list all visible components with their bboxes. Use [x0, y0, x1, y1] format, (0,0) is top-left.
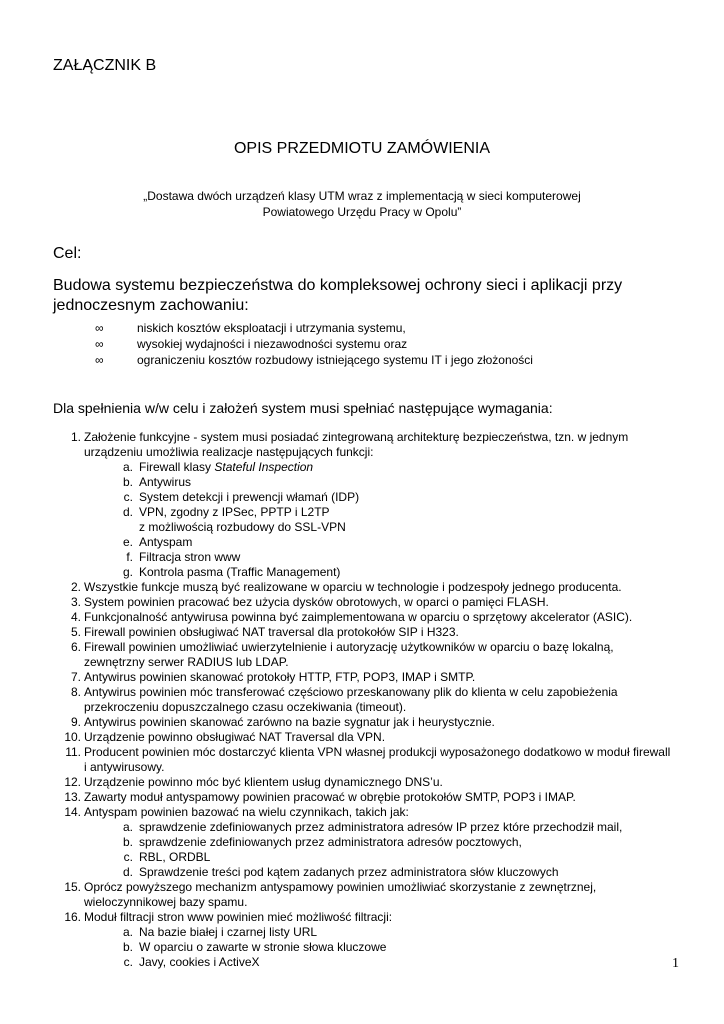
item-number: 7.: [70, 670, 81, 684]
requirement-item: [53, 910, 673, 925]
infinity-bullet-icon: ∞: [95, 353, 104, 367]
sub-text: Sprawdzenie treści pod kątem zadanych przez administratora słów kluczowych: [139, 865, 559, 879]
sub-text: Antywirus: [139, 475, 192, 489]
sub-text: Javy, cookies i ActiveX: [139, 955, 260, 969]
item-number: 5.: [70, 625, 81, 639]
sub-text: Firewall klasy: [139, 460, 215, 474]
item-number: 14.: [64, 805, 81, 819]
requirement-item: [53, 730, 673, 745]
sub-text: sprawdzenie zdefiniowanych przez administratora adresów pocztowych,: [139, 835, 522, 849]
requirements-list: [53, 430, 673, 970]
sub-text: Kontrola pasma (Traffic Management): [139, 565, 341, 579]
sub-item: [53, 490, 673, 505]
subtitle-line-1: „Dostawa dwóch urządzeń klasy UTM wraz z implementacją w sieci komputerowej: [143, 189, 581, 203]
item-text: Urządzenie powinno obsługiwać NAT Traversal dla VPN.: [84, 730, 386, 744]
sub-item: [53, 925, 673, 940]
item-number: 9.: [70, 715, 81, 729]
requirement-item: [53, 670, 673, 685]
item-number: 1.: [70, 430, 81, 444]
item-number: 8.: [70, 685, 81, 699]
sub-item: [53, 535, 673, 550]
sub-text: VPN, zgodny z IPSec, PPTP i L2TP: [139, 505, 330, 519]
sub-item: [53, 865, 673, 880]
item-text: Antywirus powinien móc transferować częściowo przeskanowany plik do klienta w celu zapobieżenia przekroczeniu dopuszczalnego czasu oczekiwania (timeout).: [84, 685, 618, 714]
infinity-bullet-icon: ∞: [95, 337, 104, 351]
sub-text: System detekcji i prewencji włamań (IDP): [139, 490, 360, 504]
item-number: 11.: [65, 745, 81, 759]
item-text: Firewall powinien obsługiwać NAT traversal dla protokołów SIP i H323.: [84, 625, 459, 639]
requirement-item: [53, 640, 673, 670]
requirement-item: [53, 880, 673, 910]
item-number: 12.: [64, 775, 81, 789]
requirement-item: [53, 805, 673, 820]
sub-item: [53, 475, 673, 490]
requirement-item: [53, 790, 673, 805]
item-text: Założenie funkcyjne - system musi posiadać zintegrowaną architekturę bezpieczeństwa, tzn. w jednym urządzeniu umożliwia realizacje następujących funkcji:: [84, 430, 629, 459]
item-number: 13.: [64, 790, 81, 804]
sub-letter: c.: [123, 490, 133, 504]
item-number: 16.: [64, 910, 81, 924]
sub-letter: b.: [122, 475, 133, 489]
sub-text: sprawdzenie zdefiniowanych przez administratora adresów IP przez które przechodził mail,: [139, 820, 623, 834]
requirement-item: [53, 610, 673, 625]
item-text: Firewall powinien umożliwiać uwierzytelnienie i autoryzację użytkowników w oparciu o bazę lokalną, zewnętrzny serwer RADIUS lub LDAP.: [84, 640, 614, 669]
item-text: System powinien pracować bez użycia dysków obrotowych, w oparci o pamięci FLASH.: [84, 595, 549, 609]
sub-text-emphasis: Stateful Inspection: [214, 460, 314, 474]
sub-text: Filtracja stron www: [139, 550, 241, 564]
bullet-text: wysokiej wydajności i niezawodności systemu oraz: [137, 337, 408, 351]
annex-heading: ZAŁĄCZNIK B: [53, 57, 157, 74]
sub-item: [53, 505, 673, 520]
item-number: 6.: [70, 640, 81, 654]
sub-item-continuation: z możliwością rozbudowy do SSL-VPN: [139, 520, 346, 534]
item-number: 10.: [64, 730, 81, 744]
requirement-item: [53, 715, 673, 730]
sub-letter: a.: [122, 820, 133, 834]
sub-letter: e.: [122, 535, 133, 549]
infinity-bullet-icon: ∞: [95, 321, 104, 335]
requirement-item: [53, 775, 673, 790]
sub-item: [53, 820, 673, 835]
item-text: Antywirus powinien skanować zarówno na bazie sygnatur jak i heurystycznie.: [84, 715, 495, 729]
sub-letter: d.: [122, 865, 133, 879]
sub-letter: b.: [122, 835, 133, 849]
subtitle-line-2: Powiatowego Urzędu Pracy w Opolu”: [262, 205, 462, 219]
sub-item: [53, 460, 673, 475]
item-text: Moduł filtracji stron www powinien mieć możliwość filtracji:: [84, 910, 393, 924]
sub-text: RBL, ORDBL: [139, 850, 211, 864]
requirement-item: [53, 625, 673, 640]
item-text: Funkcjonalność antywirusa powinna być zaimplementowana w oparciu o sprzętowy akcelerator (ASIC).: [84, 610, 633, 624]
item-number: 15.: [64, 880, 81, 894]
item-text: Wszystkie funkcje muszą być realizowane w oparciu w technologie i podzespoły jednego producenta.: [84, 580, 622, 594]
document-subtitle: [0, 188, 724, 220]
item-number: 4.: [70, 610, 81, 624]
sub-item: [53, 550, 673, 565]
requirement-item: [53, 745, 673, 775]
sub-item: [53, 835, 673, 850]
sub-text: Na bazie białej i czarnej listy URL: [139, 925, 318, 939]
requirement-item: [53, 685, 673, 715]
item-text: Antyspam powinien bazować na wielu czynnikach, takich jak:: [84, 805, 409, 819]
item-text: Producent powinien móc dostarczyć klienta VPN własnej produkcji wyposażonego dodatkowo w moduł firewall i antywirusowy.: [84, 745, 671, 774]
sub-item: [53, 955, 673, 970]
goal-intro: Budowa systemu bezpieczeństwa do kompleksowej ochrony sieci i aplikacji przy jednoczesnym zachowaniu:: [53, 277, 623, 314]
sub-letter: d.: [122, 505, 133, 519]
sub-letter: c.: [123, 955, 133, 969]
item-text: Antywirus powinien skanować protokoły HTTP, FTP, POP3, IMAP i SMTP.: [84, 670, 476, 684]
sub-letter: g.: [122, 565, 133, 579]
item-text: Urządzenie powinno móc być klientem usług dynamicznego DNS’u.: [84, 775, 443, 789]
page-number: 1: [672, 956, 679, 971]
bullet-text: ograniczeniu kosztów rozbudowy istniejącego systemu IT i jego złożoności: [137, 353, 533, 367]
goal-heading: Cel:: [53, 245, 82, 262]
sub-item: [53, 940, 673, 955]
requirement-item: [53, 580, 673, 595]
bullet-text: niskich kosztów eksploatacji i utrzymania systemu,: [137, 321, 406, 335]
item-number: 3.: [70, 595, 81, 609]
requirement-item: [53, 595, 673, 610]
sub-item: [53, 565, 673, 580]
sub-text: W oparciu o zawarte w stronie słowa kluczowe: [139, 940, 387, 954]
sub-letter: b.: [122, 940, 133, 954]
requirement-item: [53, 430, 673, 460]
item-text: Zawarty moduł antyspamowy powinien pracować w obrębie protokołów SMTP, POP3 i IMAP.: [84, 790, 576, 804]
sub-letter: f.: [126, 550, 133, 564]
sub-letter: c.: [123, 850, 133, 864]
item-text: Oprócz powyższego mechanizm antyspamowy powinien umożliwiać skorzystanie z zewnętrznej, wieloczynnikowej bazy spamu.: [84, 880, 597, 909]
sub-text: Antyspam: [139, 535, 193, 549]
sub-item: [53, 850, 673, 865]
sub-letter: a.: [122, 925, 133, 939]
document-title: OPIS PRZEDMIOTU ZAMÓWIENIA: [233, 140, 490, 157]
item-number: 2.: [70, 580, 81, 594]
sub-letter: a.: [122, 460, 133, 474]
requirements-lead: Dla spełnienia w/w celu i założeń system musi spełniać następujące wymagania:: [53, 400, 553, 416]
